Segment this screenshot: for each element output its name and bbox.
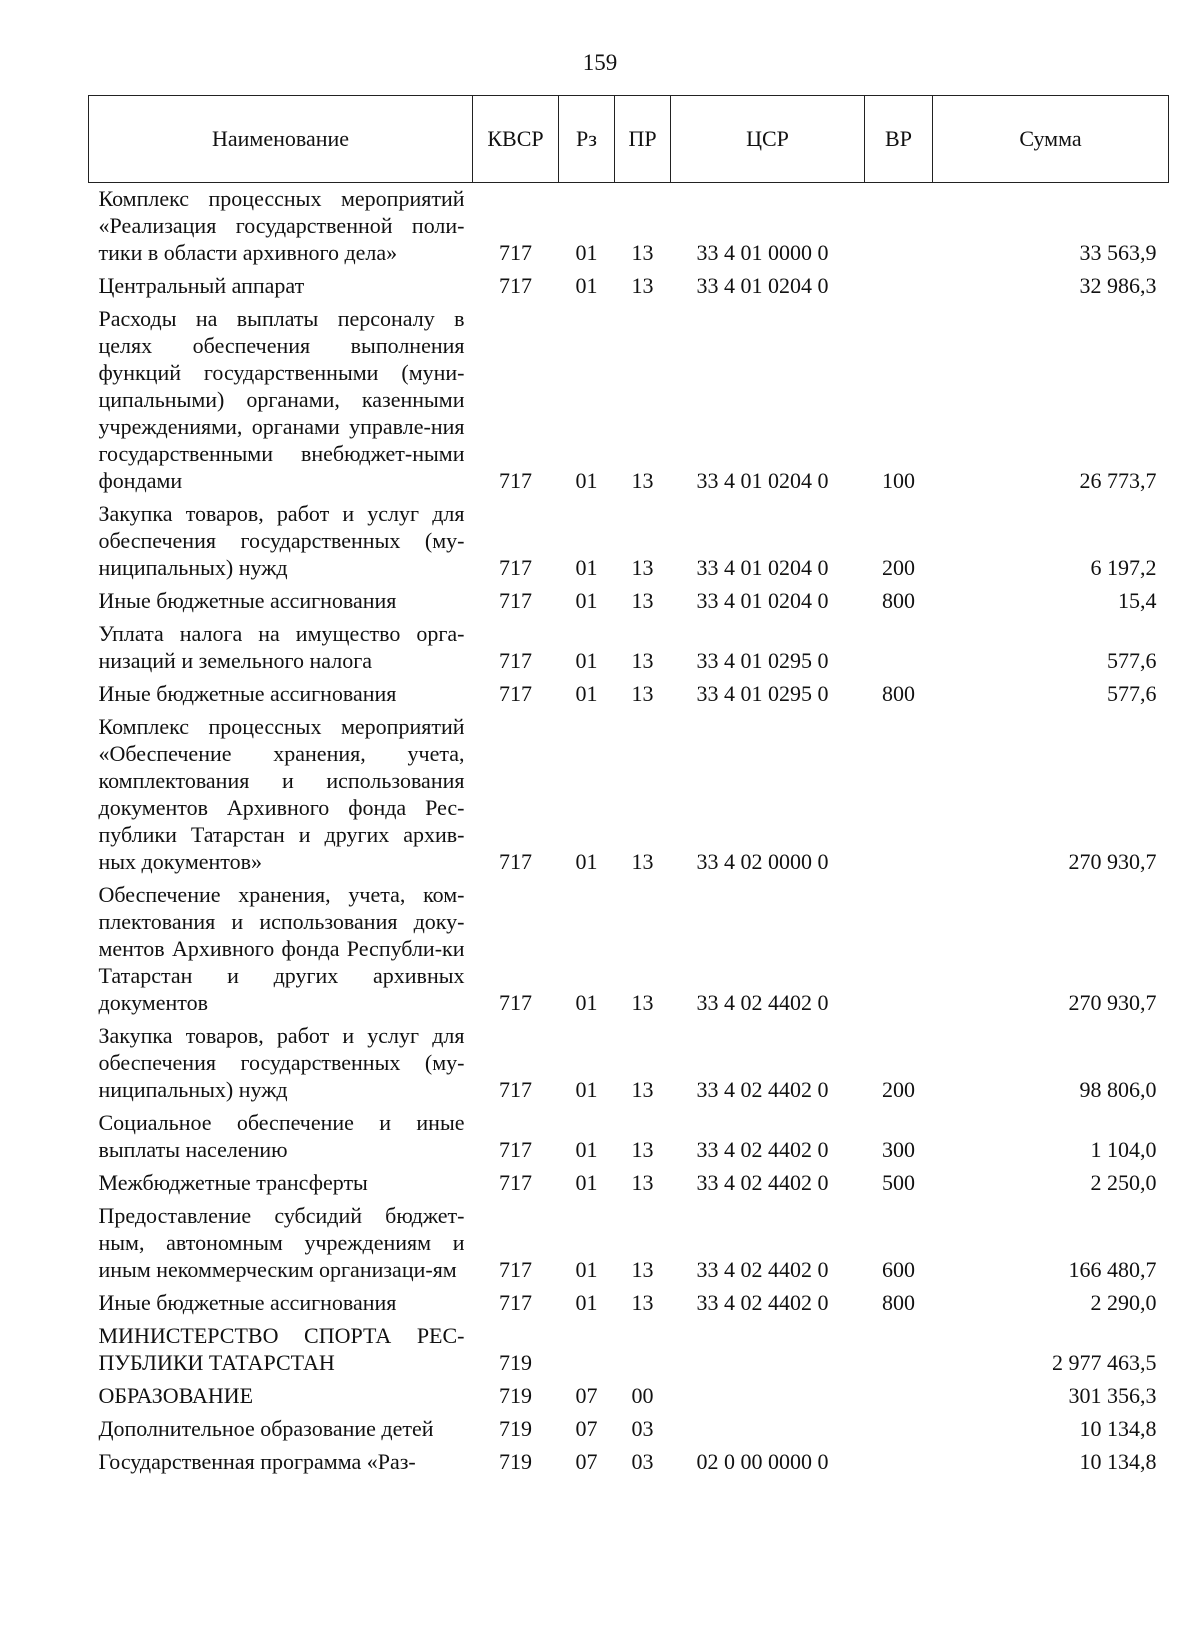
cell-rz: 01 [575, 1077, 598, 1102]
cell-pr: 13 [631, 681, 654, 706]
header-csr: ЦСР [671, 96, 865, 183]
cell-vr: 600 [882, 1257, 915, 1282]
cell-pr: 13 [631, 273, 654, 298]
table-row [89, 1200, 1169, 1287]
cell-vr: 800 [882, 1290, 915, 1315]
cell-name: Иные бюджетные ассигнования [98, 1290, 397, 1315]
cell-rz: 01 [575, 990, 598, 1015]
cell-csr: 33 4 01 0295 0 [696, 681, 829, 706]
cell-vr: 200 [882, 555, 915, 580]
cell-vr [865, 1413, 933, 1446]
cell-name: ОБРАЗОВАНИЕ [98, 1383, 254, 1408]
table-row [89, 270, 1169, 303]
cell-csr: 33 4 01 0295 0 [696, 648, 829, 673]
cell-sum: 33 563,9 [1079, 240, 1157, 265]
cell-name: Комплекс процессных мероприятий «Обеспечение хранения, учета, комплектования и использования документов Архивного фонда Рес-публики Татарстан и других архив-ных документов» [98, 714, 465, 874]
table-row [89, 1020, 1169, 1107]
budget-table [88, 95, 1169, 1479]
header-name: Наименование [89, 96, 473, 183]
cell-sum: 10 134,8 [1079, 1416, 1157, 1441]
cell-vr: 500 [882, 1170, 915, 1195]
table-row [89, 1320, 1169, 1380]
table-header [89, 96, 1169, 183]
cell-rz: 01 [575, 1257, 598, 1282]
cell-kvsr: 717 [499, 990, 532, 1015]
cell-csr: 33 4 01 0204 0 [696, 468, 829, 493]
cell-rz: 07 [575, 1383, 598, 1408]
cell-kvsr: 717 [499, 648, 532, 673]
cell-rz: 01 [575, 1137, 598, 1162]
header-pr: ПР [615, 96, 671, 183]
cell-sum: 270 930,7 [1068, 990, 1157, 1015]
cell-kvsr: 717 [499, 681, 532, 706]
cell-kvsr: 717 [499, 1257, 532, 1282]
cell-rz: 01 [575, 555, 598, 580]
cell-pr: 13 [631, 1077, 654, 1102]
table-row [89, 711, 1169, 879]
cell-vr [865, 1446, 933, 1479]
cell-csr [671, 1380, 865, 1413]
cell-kvsr: 717 [499, 273, 532, 298]
cell-name: Дополнительное образование детей [98, 1416, 434, 1441]
cell-kvsr: 719 [499, 1383, 532, 1408]
cell-vr: 200 [882, 1077, 915, 1102]
cell-rz: 01 [575, 468, 598, 493]
cell-kvsr: 717 [499, 468, 532, 493]
cell-pr: 13 [631, 648, 654, 673]
cell-sum: 577,6 [1107, 648, 1157, 673]
header-kvsr: КВСР [473, 96, 559, 183]
cell-name: Закупка товаров, работ и услуг для обеспечения государственных (му-ниципальных) нужд [98, 1023, 465, 1102]
cell-sum: 1 104,0 [1090, 1137, 1157, 1162]
table-row [89, 1380, 1169, 1413]
header-rz: Рз [559, 96, 615, 183]
cell-rz: 01 [575, 849, 598, 874]
cell-pr: 13 [631, 1257, 654, 1282]
cell-csr: 33 4 02 4402 0 [696, 1257, 829, 1282]
cell-name: Государственная программа «Раз- [98, 1449, 416, 1474]
cell-csr: 02 0 00 0000 0 [696, 1449, 829, 1474]
cell-csr: 33 4 01 0000 0 [696, 240, 829, 265]
cell-csr: 33 4 01 0204 0 [696, 273, 829, 298]
cell-kvsr: 717 [499, 1137, 532, 1162]
cell-csr: 33 4 02 4402 0 [696, 990, 829, 1015]
cell-sum: 10 134,8 [1079, 1449, 1157, 1474]
cell-name: МИНИСТЕРСТВО СПОРТА РЕС-ПУБЛИКИ ТАТАРСТАН [98, 1323, 465, 1375]
cell-name: Социальное обеспечение и иные выплаты населению [98, 1110, 465, 1162]
cell-name: Расходы на выплаты персоналу в целях обеспечения выполнения функций государственными (муни-ципальными) органами, казенными учреждениями, органами управле-ния государственными внебюджет-ными фондами [98, 306, 465, 493]
cell-vr: 300 [882, 1137, 915, 1162]
cell-pr: 13 [631, 990, 654, 1015]
cell-csr: 33 4 02 4402 0 [696, 1077, 829, 1102]
cell-kvsr: 719 [499, 1416, 532, 1441]
cell-vr [865, 183, 933, 271]
cell-csr: 33 4 02 4402 0 [696, 1137, 829, 1162]
table-row [89, 1167, 1169, 1200]
table-row [89, 1107, 1169, 1167]
cell-rz: 07 [575, 1416, 598, 1441]
table-row [89, 183, 1169, 271]
cell-sum: 2 290,0 [1090, 1290, 1157, 1315]
table-row [89, 879, 1169, 1020]
cell-sum: 6 197,2 [1090, 555, 1157, 580]
table-row [89, 1446, 1169, 1479]
cell-kvsr: 717 [499, 240, 532, 265]
cell-kvsr: 717 [499, 555, 532, 580]
cell-name: Иные бюджетные ассигнования [98, 681, 397, 706]
cell-kvsr: 719 [499, 1350, 532, 1375]
cell-name: Центральный аппарат [98, 273, 305, 298]
cell-sum: 32 986,3 [1079, 273, 1157, 298]
cell-vr: 800 [882, 588, 915, 613]
table-row [89, 678, 1169, 711]
cell-name: Закупка товаров, работ и услуг для обеспечения государственных (му-ниципальных) нужд [98, 501, 465, 580]
cell-kvsr: 717 [499, 1290, 532, 1315]
table-row [89, 1287, 1169, 1320]
page-number: 159 [582, 50, 618, 75]
cell-vr [865, 1320, 933, 1380]
cell-pr: 13 [631, 240, 654, 265]
cell-sum: 166 480,7 [1068, 1257, 1157, 1282]
cell-pr: 00 [631, 1383, 654, 1408]
cell-sum: 2 250,0 [1090, 1170, 1157, 1195]
cell-vr [865, 879, 933, 1020]
cell-rz: 01 [575, 681, 598, 706]
cell-vr [865, 270, 933, 303]
table-row [89, 1413, 1169, 1446]
cell-sum: 270 930,7 [1068, 849, 1157, 874]
cell-pr: 13 [631, 1170, 654, 1195]
cell-name: Комплекс процессных мероприятий «Реализация государственной поли-тики в области архивного дела» [98, 186, 465, 265]
cell-kvsr: 717 [499, 588, 532, 613]
cell-sum: 26 773,7 [1079, 468, 1157, 493]
cell-name: Обеспечение хранения, учета, ком-плектования и использования доку-ментов Архивного фонда Республи-ки Татарстан и других архивных документов [98, 882, 465, 1015]
cell-vr: 100 [882, 468, 915, 493]
cell-name: Межбюджетные трансферты [98, 1170, 368, 1195]
table-body [89, 183, 1169, 1480]
cell-csr: 33 4 01 0204 0 [696, 555, 829, 580]
cell-rz: 01 [575, 1170, 598, 1195]
cell-kvsr: 717 [499, 1170, 532, 1195]
header-vr: ВР [865, 96, 933, 183]
cell-pr: 13 [631, 849, 654, 874]
cell-kvsr: 717 [499, 849, 532, 874]
cell-sum: 577,6 [1107, 681, 1157, 706]
table-row [89, 303, 1169, 498]
cell-kvsr: 717 [499, 1077, 532, 1102]
cell-csr [671, 1413, 865, 1446]
cell-rz: 01 [575, 588, 598, 613]
cell-pr: 13 [631, 1137, 654, 1162]
cell-pr: 13 [631, 588, 654, 613]
cell-sum: 98 806,0 [1079, 1077, 1157, 1102]
cell-rz: 07 [575, 1449, 598, 1474]
cell-csr: 33 4 01 0204 0 [696, 588, 829, 613]
cell-vr [865, 1380, 933, 1413]
cell-pr: 13 [631, 468, 654, 493]
cell-csr: 33 4 02 0000 0 [696, 849, 829, 874]
header-sum: Сумма [933, 96, 1169, 183]
cell-rz: 01 [575, 1290, 598, 1315]
cell-pr [615, 1320, 671, 1380]
cell-name: Иные бюджетные ассигнования [98, 588, 397, 613]
cell-csr: 33 4 02 4402 0 [696, 1170, 829, 1195]
cell-name: Предоставление субсидий бюджет-ным, автономным учреждениям и иным некоммерческим организаци-ям [98, 1203, 465, 1282]
cell-sum: 301 356,3 [1068, 1383, 1157, 1408]
cell-sum: 2 977 463,5 [1052, 1350, 1157, 1375]
cell-pr: 13 [631, 1290, 654, 1315]
table-row [89, 498, 1169, 585]
cell-csr: 33 4 02 4402 0 [696, 1290, 829, 1315]
cell-csr [671, 1320, 865, 1380]
cell-rz: 01 [575, 648, 598, 673]
table-row [89, 585, 1169, 618]
cell-vr [865, 711, 933, 879]
cell-pr: 03 [631, 1416, 654, 1441]
cell-rz: 01 [575, 240, 598, 265]
cell-name: Уплата налога на имущество орга-низаций и земельного налога [98, 621, 465, 673]
cell-vr: 800 [882, 681, 915, 706]
cell-pr: 13 [631, 555, 654, 580]
cell-sum: 15,4 [1118, 588, 1157, 613]
cell-rz: 01 [575, 273, 598, 298]
cell-vr [865, 618, 933, 678]
cell-rz [559, 1320, 615, 1380]
table-row [89, 618, 1169, 678]
cell-pr: 03 [631, 1449, 654, 1474]
cell-kvsr: 719 [499, 1449, 532, 1474]
